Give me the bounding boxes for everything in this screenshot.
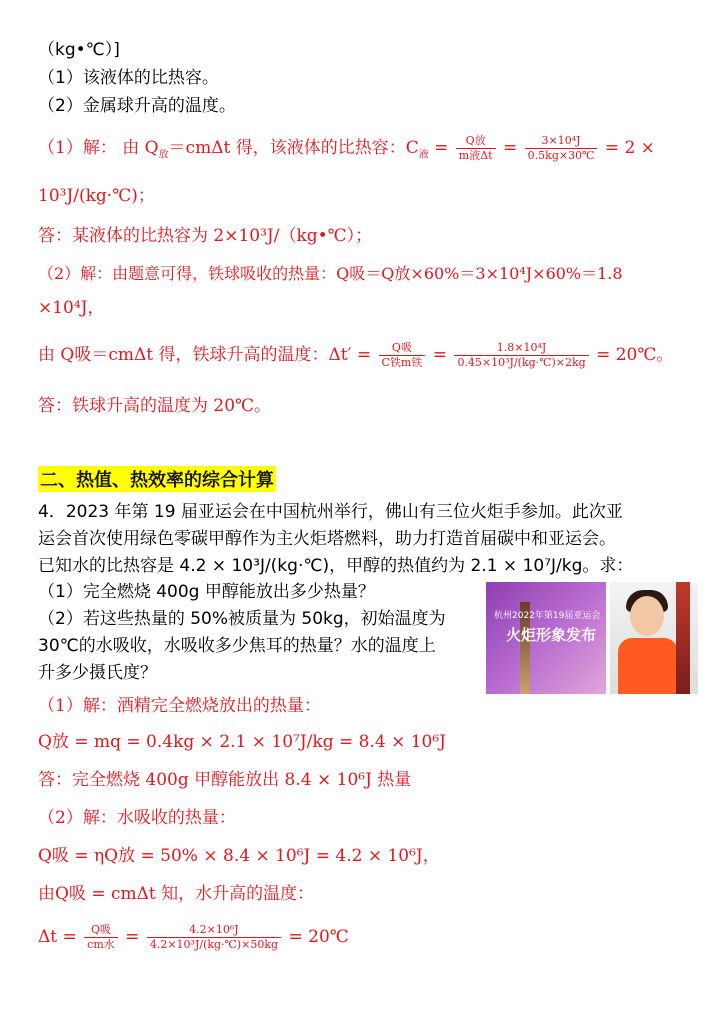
torch-shape <box>676 582 690 694</box>
text-span: Δt = <box>38 927 83 947</box>
subscript: 放 <box>158 149 169 161</box>
answer-line: 答：某液体的比热容为 2×10³J/（kg•℃）； <box>38 226 373 246</box>
question-line: 升多少摄氏度？ <box>38 663 157 683</box>
text-line: （1）该液体的比热容。 <box>38 68 219 88</box>
fraction <box>147 923 281 952</box>
solution-line: ×10⁴J， <box>38 298 105 318</box>
subscript: 液 <box>418 149 429 161</box>
solution-line: （1）解：酒精完全燃烧放出的热量： <box>38 696 321 716</box>
solution-line: 10³J/(kg·℃)； <box>38 186 155 206</box>
numerator: Q放 <box>456 134 496 149</box>
text-span: ＝cmΔt 得，该液体的比热容：C <box>168 138 419 158</box>
text-span: 由 Q吸＝cmΔt 得，铁球升高的温度：Δt′ = <box>38 345 377 365</box>
fraction <box>456 134 496 163</box>
section-heading: 二、热值、热效率的综合计算 <box>38 466 276 492</box>
torchbearer-photo <box>610 582 698 694</box>
fraction <box>525 134 598 163</box>
question-line: 运会首次使用绿色零碳甲醇作为主火炬塔燃料，助力打造首届碳中和亚运会。 <box>38 529 616 549</box>
denominator: 4.2×10³J/(kg·℃)×50kg <box>149 938 279 951</box>
text-line: （kg•℃）] <box>38 40 120 60</box>
numerator: Q吸 <box>379 341 426 356</box>
denominator: 0.5kg×30℃ <box>527 149 595 162</box>
photo-title-text: 火炬形象发布 <box>506 626 597 644</box>
fraction <box>454 341 588 370</box>
text-line: （2）金属球升高的温度。 <box>38 96 236 116</box>
text-span: （1）解： 由 Q <box>38 138 159 158</box>
numerator: Q吸 <box>84 923 118 938</box>
denominator: 0.45×10³J/(kg·℃)×2kg <box>457 356 586 369</box>
torch-photos <box>486 582 698 694</box>
solution-line: （1）解： 由 $Q_放=cm\Delta t$ 得，该液体的比热容：$C_液$ = $\frac{\text{Q放}}{\text{m液Δt}}$ = $\frac{\text{3×10⁴J}}{0.5kg\times 30℃}$ = 2 × <box>38 134 655 162</box>
denominator: m液Δt <box>458 149 493 162</box>
solution-line: Δt = $\frac{\text{Q吸}}{\text{cm水}}$ = $\frac{\text{4.2×10⁶J}}{\text{4.2×10³J/(kg·℃)×50kg}}$ = 20℃ <box>38 923 349 951</box>
solution-line: （2）解：水吸收的热量： <box>38 808 236 828</box>
solution-line: Q放 = mq = 0.4kg × 2.1 × 10⁷J/kg = 8.4 × 10⁶J <box>38 732 446 752</box>
question-line: （2）若这些热量的 50%被质量为 50kg，初始温度为 <box>38 609 446 629</box>
question-line: （1）完全燃烧 400g 甲醇能放出多少热量？ <box>38 582 375 602</box>
text-span: = 2 × <box>599 138 655 158</box>
numerator: 3×10⁴J <box>525 134 598 149</box>
fraction <box>84 923 118 952</box>
numerator: 1.8×10⁴J <box>454 341 588 356</box>
fraction <box>379 341 426 370</box>
solution-line: 由 Q吸＝cmΔt 得，铁球升高的温度：Δt′ = $\frac{\text{Q吸}}{\text{C铁m铁}}$ = $\frac{\text{1.8×10⁴J}}{\text{0.45×10³J/(kg·℃)×2kg}}$ = 20℃。 <box>38 341 674 369</box>
text-span: = 20℃ <box>283 927 349 947</box>
torch-launch-photo <box>486 582 606 694</box>
torchbearer-head <box>630 596 664 636</box>
denominator: cm水 <box>87 938 115 951</box>
numerator: 4.2×10⁶J <box>147 923 281 938</box>
question-line: 30℃的水吸收，水吸收多少焦耳的热量？水的温度上 <box>38 636 436 656</box>
text-span: = <box>428 138 454 158</box>
question-line: 4．2023 年第 19 届亚运会在中国杭州举行，佛山有三位火炬手参加。此次亚 <box>38 502 623 522</box>
answer-line: 答：铁球升高的温度为 20℃。 <box>38 396 272 416</box>
solution-line: （2）解：由题意可得，铁球吸收的热量：Q吸＝Q放×60%＝3×10⁴J×60%＝1.8 <box>38 264 623 283</box>
photo-banner-text: 杭州2022年第19届亚运会 <box>494 611 601 621</box>
solution-line: Q吸 = ηQ放 = 50% × 8.4 × 10⁶J = 4.2 × 10⁶J， <box>38 846 440 866</box>
solution-line: 由Q吸 = cmΔt 知，水升高的温度： <box>38 884 315 904</box>
text-span: = 20℃。 <box>590 345 674 365</box>
denominator: C铁m铁 <box>381 356 423 369</box>
torchbearer-body <box>618 638 678 694</box>
answer-line: 答：完全燃烧 400g 甲醇能放出 8.4 × 10⁶J 热量 <box>38 770 412 790</box>
question-line: 已知水的比热容是 4.2 × 10³J/(kg·℃)，甲醇的热值约为 2.1 × 10⁷J/kg。求： <box>38 556 634 576</box>
